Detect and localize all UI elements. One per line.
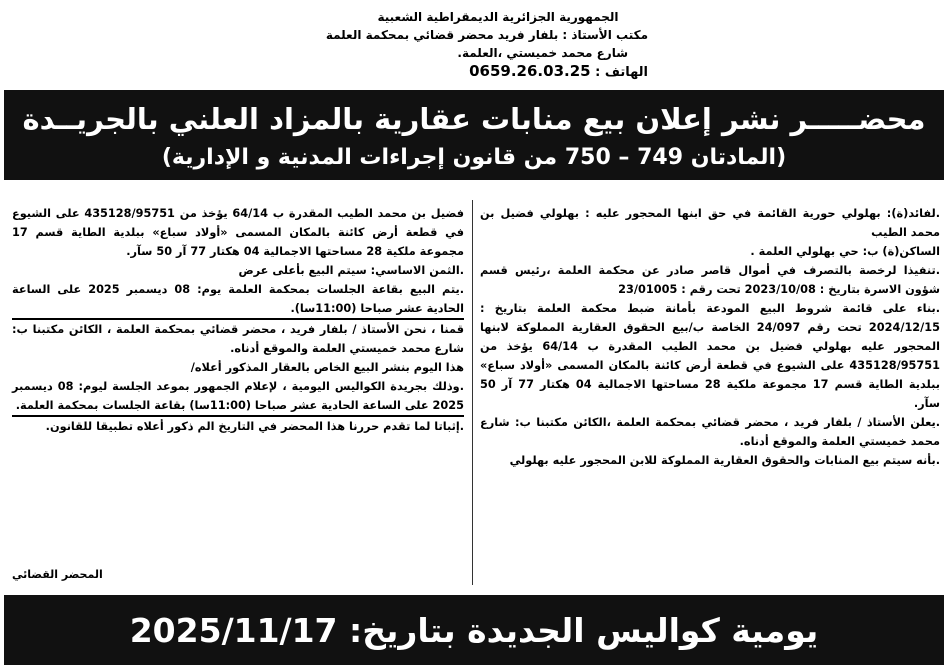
- office-address: شارع محمد خميستي ،العلمة.: [457, 46, 628, 60]
- title-banner: [4, 90, 944, 180]
- column-divider: [472, 200, 473, 585]
- phone-number: 0659.26.03.25: [469, 62, 591, 80]
- sale-intro-paragraph: .بأنه سيتم بيع المنابات والحقوق العقارية المملوكة للابن المحجور عليه بهلولي: [509, 454, 940, 467]
- conditions-paragraph: .بناء على قائمة شروط البيع المودعة بأمانة ضبط محكمة العلمة بتاريخ : 2024/12/15 تحت رقم 24/097 الخاصة ب/بيع الحقوق العقارية المملوكة لابنها المحجور عليه بهلولي فضيل بن محمد الطيب المقدرة ب 64/14 يؤخذ من 435128/95751 على الشيوع في قطعة أرض كائنة بالمكان المسمى «أولاد سباع» ببلدية الطاية قسم 17 مجموعة ملكية 28 مساحتها الاجمالية 04 هكتار 77 آر 50 سآر.: [480, 302, 941, 410]
- republic-title: الجمهورية الجزائرية الديمقراطية الشعبية: [377, 10, 619, 24]
- newspaper-paragraph: .وذلك بجريدة الكواليس اليومية ، لإعلام الجمهور بموعد الجلسة ليوم: 08 ديسمبر 2025 على الساعة الحادية عشر صباحا (11:00سا) بقاعة الجلسات بمحكمة العلمة.: [12, 377, 464, 417]
- publication-paragraph: هذا اليوم بنشر البيع الخاص بالعقار المذكور أعلاه/: [190, 361, 464, 374]
- left-column: [12, 204, 464, 436]
- attestation-paragraph: .إثباتا لما تقدم حررنا هذا المحضر في التاريخ الم ذكور أعلاه تطبيقا للقانون.: [45, 420, 464, 433]
- right-column: [480, 204, 940, 470]
- sale-date-paragraph: .يتم البيع بقاعة الجلسات بمحكمة العلمة يوم: 08 ديسمبر 2025 على الساعة الحادية عشر صباحا (11:00سا).: [12, 280, 464, 320]
- base-price-paragraph: .الثمن الاساسي: سيتم البيع بأعلى عرض: [238, 264, 464, 277]
- authorization-paragraph: .تنفيذا لرخصة بالتصرف في أموال قاصر صادر عن محكمة العلمة ،رئيس قسم شؤون الاسرة بتاريخ : 2023/10/08 تحت رقم : 23/01005: [480, 264, 940, 296]
- notice-subtitle: (المادتان 749 – 750 من قانون إجراءات المدنية و الإدارية): [161, 145, 787, 170]
- office-header: [325, 8, 648, 82]
- property-paragraph: فضيل بن محمد الطيب المقدرة ب 64/14 يؤخذ من 435128/95751 على الشيوع في قطعة أرض كائنة بالمكان المسمى «أولاد سباع» ببلدية الطاية قسم 17 مجموعة ملكية 28 مساحتها الاجمالية 04 هكتار 77 آر 50 سآر.: [12, 207, 465, 258]
- newspaper-date: يومية كواليس الجديدة بتاريخ: 2025/11/17: [129, 610, 819, 650]
- phone-row: [348, 62, 648, 82]
- creditor-paragraph: .لفائد(ة): بهلولي حورية القائمة في حق ابنها المحجور عليه : بهلولي فضيل بن محمد الطيب: [480, 207, 940, 239]
- bailiff-signature: المحضر القضائي: [12, 568, 103, 581]
- office-name: مكتب الأستاذ : بلفار فريد محضر قضائي بمحكمة العلمة: [325, 28, 648, 42]
- phone-label: الهاتف :: [595, 65, 648, 80]
- announcement-paragraph: .يعلن الأستاذ / بلفار فريد ، محضر قضائي بمحكمة العلمة ،الكائن مكتبنا ب: شارع محمد خميستي العلمة والموقع أدناه.: [480, 416, 940, 448]
- bailiff-paragraph: قمنا ، نحن الأستاذ / بلفار فريد ، محضر قضائي بمحكمة العلمة ، الكائن مكتبنا ب: شارع محمد خميستي العلمة والموقع أدناه.: [12, 323, 464, 355]
- newspaper-footer: [4, 595, 944, 665]
- residence-paragraph: الساكن(ة) ب: حي بهلولي العلمة .: [750, 245, 940, 258]
- notice-title: محضـــــر نشر إعلان بيع منابات عقارية بالمزاد العلني بالجريــدة: [22, 102, 926, 136]
